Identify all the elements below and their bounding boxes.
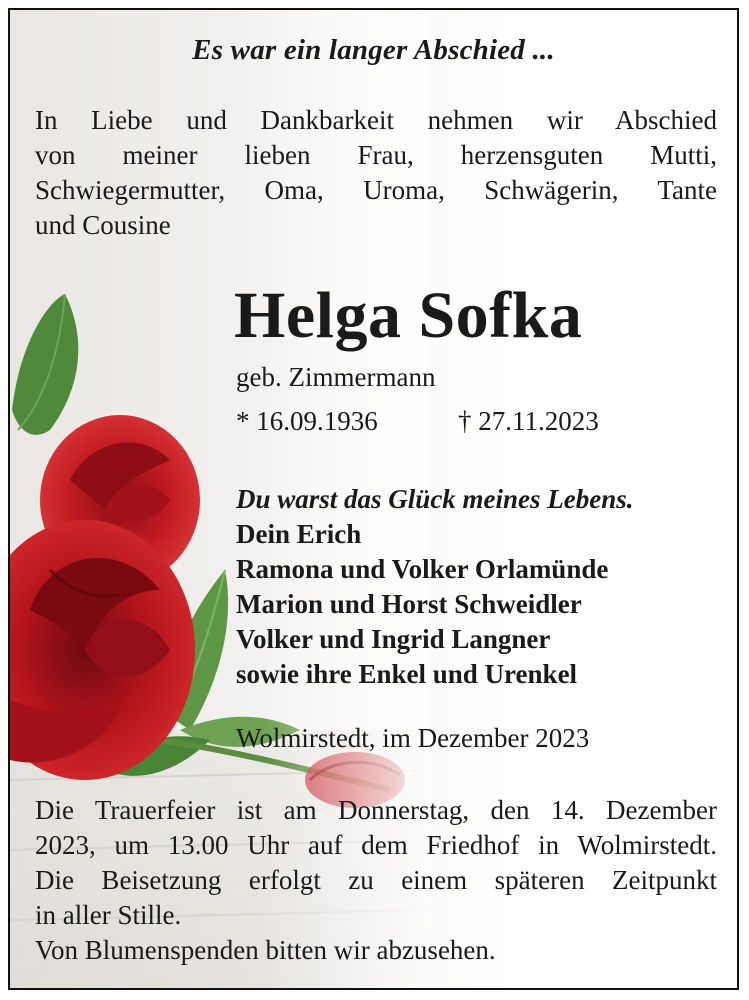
- intro-line: und Cousine: [35, 210, 171, 240]
- mourner-line: sowie ihre Enkel und Urenkel: [236, 659, 578, 689]
- mourners-block: [236, 482, 634, 692]
- service-line: in aller Stille.: [35, 900, 182, 930]
- motto: Du warst das Glück meines Lebens.: [236, 484, 634, 514]
- service-info: [35, 793, 717, 968]
- mourner-line: Dein Erich: [236, 519, 362, 549]
- mourner-line: Volker und Ingrid Langner: [236, 624, 551, 654]
- place-date: Wolmirstedt, im Dezember 2023: [236, 723, 590, 753]
- maiden-name: geb. Zimmermann: [236, 362, 436, 392]
- service-line: Von Blumenspenden bitten wir abzusehen.: [35, 935, 496, 965]
- deceased-name: Helga Sofka: [234, 279, 583, 352]
- intro-text: [35, 103, 717, 243]
- intro-line: In Liebe und Dankbarkeit nehmen wir Abschied: [35, 105, 717, 135]
- intro-line: von meiner lieben Frau, herzensguten Mutti,: [35, 140, 717, 170]
- intro-line: Schwiegermutter, Oma, Uroma, Schwägerin, Tante: [35, 175, 717, 205]
- life-dates: [236, 406, 599, 437]
- service-line: Die Beisetzung erfolgt zu einem späteren Zeitpunkt: [35, 865, 717, 895]
- death-date: † 27.11.2023: [458, 406, 599, 436]
- obituary-notice: [8, 8, 739, 990]
- service-line: Die Trauerfeier ist am Donnerstag, den 14. Dezember: [35, 795, 717, 825]
- mourner-line: Ramona und Volker Orlamünde: [236, 554, 609, 584]
- headline: Es war ein langer Abschied ...: [192, 34, 555, 66]
- service-line: 2023, um 13.00 Uhr auf dem Friedhof in Wolmirstedt.: [35, 830, 717, 860]
- mourner-line: Marion und Horst Schweidler: [236, 589, 582, 619]
- birth-date: * 16.09.1936: [236, 406, 378, 436]
